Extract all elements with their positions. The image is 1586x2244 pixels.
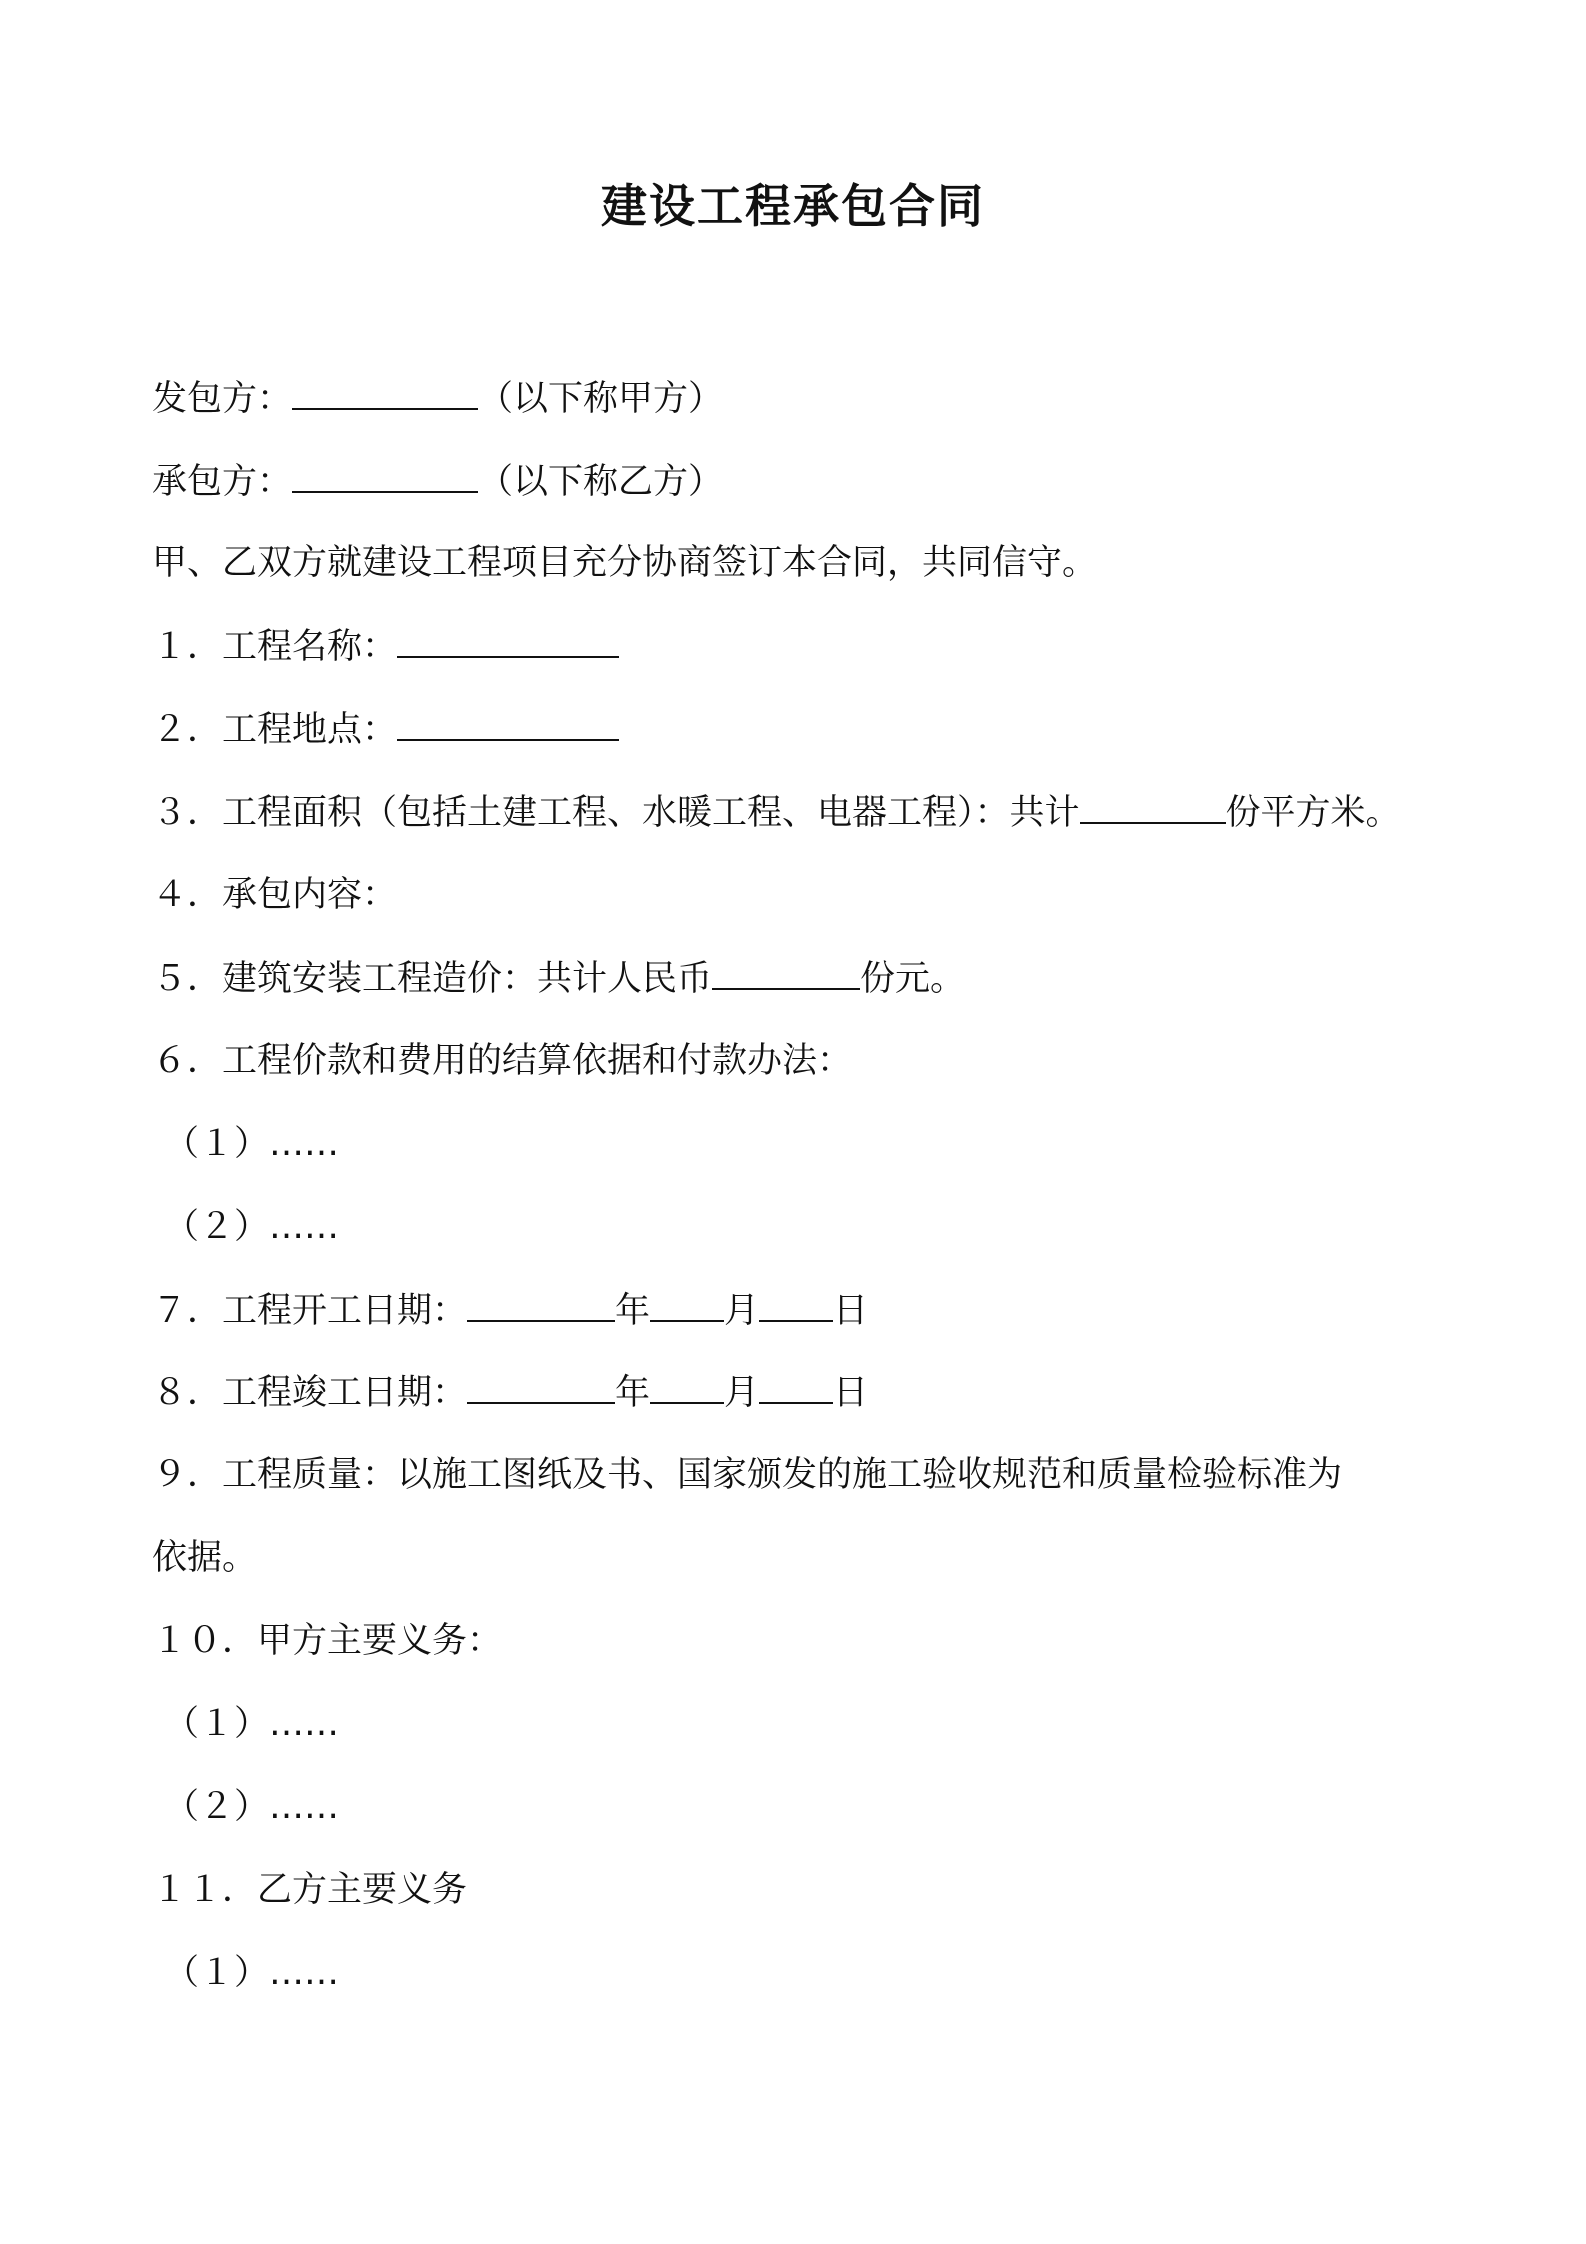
day-label: 日	[833, 1291, 869, 1331]
payment-item-1: （１）……	[164, 1124, 340, 1164]
employer-name-blank	[292, 374, 478, 410]
contract-line-quality: ９．工程质量：以施工图纸及书、国家颁发的施工验收规范和质量检验标准为	[152, 1455, 1343, 1495]
contract-line-party-b-duties: １１．乙方主要义务	[152, 1870, 468, 1910]
party-b-duty-1: （１）……	[164, 1953, 340, 1993]
start-year-blank	[467, 1286, 615, 1322]
month-label: 月	[724, 1373, 760, 1413]
project-location-blank	[397, 705, 619, 741]
party-a-duty-2: （２）……	[164, 1787, 340, 1827]
contract-line-party-a-duties: １０．甲方主要义务：	[152, 1621, 503, 1661]
line-label: 承包方：	[152, 462, 293, 502]
document-title: 建设工程承包合同	[601, 179, 985, 233]
contract-line-project-area	[152, 788, 1401, 837]
year-label: 年	[615, 1291, 651, 1331]
line-label: ５．建筑安装工程造价：共计人民币	[152, 959, 713, 999]
contract-line-employer	[152, 374, 723, 423]
contract-line-completion-date	[152, 1368, 868, 1417]
contract-line-start-date	[152, 1286, 868, 1335]
year-label: 年	[615, 1373, 651, 1413]
contract-line-payment: ６．工程价款和费用的结算依据和付款办法：	[152, 1041, 853, 1081]
contract-amount-blank	[712, 954, 860, 990]
payment-item-2: （２）……	[164, 1207, 340, 1247]
contract-line-cost	[152, 954, 965, 1003]
line-suffix: 份元。	[860, 959, 966, 999]
line-suffix: （以下称甲方）	[478, 379, 724, 419]
completion-day-blank	[759, 1368, 833, 1404]
start-month-blank	[650, 1286, 724, 1322]
completion-month-blank	[650, 1368, 724, 1404]
project-name-blank	[397, 622, 619, 658]
line-suffix: 份平方米。	[1225, 793, 1401, 833]
line-label: １．工程名称：	[152, 627, 398, 667]
line-label: 发包方：	[152, 379, 293, 419]
day-label: 日	[833, 1373, 869, 1413]
month-label: 月	[724, 1291, 760, 1331]
contract-line-quality-cont: 依据。	[152, 1538, 258, 1578]
line-label: ２．工程地点：	[152, 710, 398, 750]
contract-line-project-location	[152, 705, 619, 754]
line-suffix: （以下称乙方）	[478, 462, 724, 502]
line-label: ８．工程竣工日期：	[152, 1373, 468, 1413]
contract-line-preamble: 甲、乙双方就建设工程项目充分协商签订本合同，共同信守。	[152, 543, 1098, 583]
party-a-duty-1: （１）……	[164, 1704, 340, 1744]
contract-line-contractor	[152, 457, 723, 506]
contract-line-project-name	[152, 622, 619, 671]
line-label: ７．工程开工日期：	[152, 1291, 468, 1331]
line-label: ３．工程面积（包括土建工程、水暖工程、电器工程）：共计	[152, 793, 1080, 833]
start-day-blank	[759, 1286, 833, 1322]
contract-line-scope: ４．承包内容：	[152, 875, 398, 915]
completion-year-blank	[467, 1368, 615, 1404]
contractor-name-blank	[292, 457, 478, 493]
project-area-blank	[1080, 788, 1226, 824]
